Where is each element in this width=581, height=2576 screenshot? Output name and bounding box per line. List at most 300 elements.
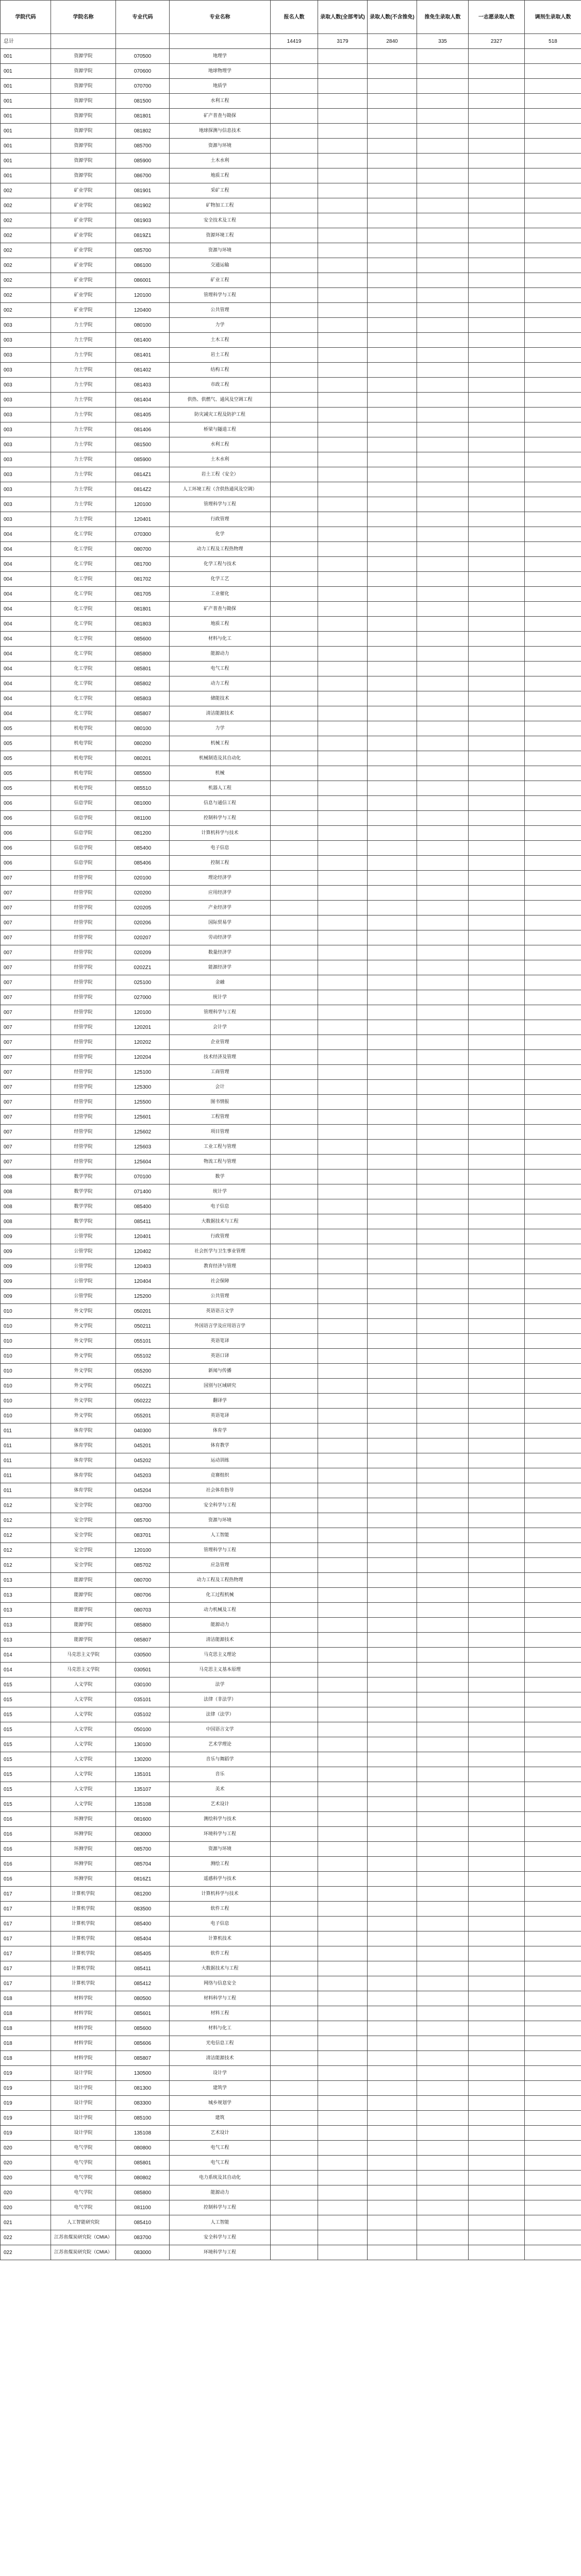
table-cell	[271, 168, 318, 183]
table-cell: 017	[1, 1961, 51, 1976]
table-cell: 资源学院	[51, 154, 116, 168]
table-cell: 外国语言学及应用语言学	[170, 1319, 271, 1334]
table-cell	[469, 527, 525, 542]
table-cell: 外文学院	[51, 1379, 116, 1394]
table-cell	[271, 632, 318, 647]
table-cell: 能源动力	[170, 2185, 271, 2200]
table-cell: 120204	[116, 1050, 170, 1065]
table-cell	[318, 1603, 368, 1618]
table-cell	[318, 1618, 368, 1633]
table-cell	[417, 228, 469, 243]
table-cell	[525, 1842, 581, 1857]
table-cell	[271, 1050, 318, 1065]
table-cell: 电气学院	[51, 2156, 116, 2171]
table-cell	[417, 1513, 469, 1528]
table-cell	[417, 2111, 469, 2126]
table-cell	[271, 363, 318, 378]
table-cell	[417, 2156, 469, 2171]
table-cell	[417, 1692, 469, 1707]
table-cell	[318, 1767, 368, 1782]
table-row	[1, 1558, 581, 1573]
table-cell	[368, 1618, 417, 1633]
table-cell: 外文学院	[51, 1364, 116, 1379]
table-cell	[417, 1797, 469, 1812]
table-cell: 017	[1, 1902, 51, 1917]
table-cell: 003	[1, 363, 51, 378]
table-cell: 055201	[116, 1409, 170, 1423]
table-cell	[368, 2066, 417, 2081]
table-cell	[525, 1722, 581, 1737]
table-cell	[417, 960, 469, 975]
table-cell	[368, 109, 417, 124]
table-cell: 英语语言文学	[170, 1304, 271, 1319]
table-cell	[417, 1722, 469, 1737]
table-cell	[368, 1125, 417, 1140]
table-cell: 计算机科学与技术	[170, 1887, 271, 1902]
table-cell	[271, 1125, 318, 1140]
table-cell: 产业经济学	[170, 901, 271, 916]
table-cell	[469, 751, 525, 766]
table-cell	[525, 1020, 581, 1035]
table-cell	[271, 139, 318, 154]
table-cell	[368, 1946, 417, 1961]
table-cell	[469, 1229, 525, 1244]
table-row	[1, 2230, 581, 2245]
table-cell: 力土学院	[51, 452, 116, 467]
table-cell	[469, 1902, 525, 1917]
table-cell: 资源学院	[51, 168, 116, 183]
table-cell: 085800	[116, 2185, 170, 2200]
table-cell	[368, 886, 417, 901]
table-cell: 050211	[116, 1319, 170, 1334]
table-cell	[271, 1110, 318, 1125]
table-cell	[469, 1737, 525, 1752]
table-cell	[417, 1812, 469, 1827]
table-cell	[525, 228, 581, 243]
table-cell	[318, 1125, 368, 1140]
table-cell	[417, 1887, 469, 1902]
table-cell	[318, 109, 368, 124]
table-cell	[318, 1184, 368, 1199]
table-cell: 计算机学院	[51, 1902, 116, 1917]
table-cell	[271, 2171, 318, 2185]
table-row	[1, 587, 581, 602]
table-cell	[271, 751, 318, 766]
table-cell	[469, 572, 525, 587]
table-cell	[318, 437, 368, 452]
table-cell	[318, 1663, 368, 1677]
table-row	[1, 258, 581, 273]
table-cell	[469, 1125, 525, 1140]
table-cell	[318, 1170, 368, 1184]
table-cell: 马克思主义学院	[51, 1648, 116, 1663]
table-cell	[417, 1170, 469, 1184]
table-row	[1, 1991, 581, 2006]
table-cell: 行政管理	[170, 1229, 271, 1244]
table-cell	[525, 691, 581, 706]
table-row	[1, 1842, 581, 1857]
table-cell	[525, 1110, 581, 1125]
table-cell	[417, 1961, 469, 1976]
table-cell: 电气学院	[51, 2141, 116, 2156]
table-cell: 计算机科学与技术	[170, 826, 271, 841]
table-cell: 项目管理	[170, 1125, 271, 1140]
table-cell: 002	[1, 213, 51, 228]
table-cell: 081300	[116, 2081, 170, 2096]
table-row	[1, 1199, 581, 1214]
table-cell	[525, 1663, 581, 1677]
table-cell	[417, 1902, 469, 1917]
table-cell	[417, 1155, 469, 1170]
table-row	[1, 1872, 581, 1887]
table-cell	[318, 1677, 368, 1692]
table-cell	[525, 1438, 581, 1453]
table-cell: 统计学	[170, 990, 271, 1005]
table-cell: 085700	[116, 243, 170, 258]
table-cell	[469, 168, 525, 183]
table-cell: 化工学院	[51, 557, 116, 572]
table-cell	[469, 288, 525, 303]
table-cell: 003	[1, 437, 51, 452]
table-cell: 070300	[116, 527, 170, 542]
table-cell	[318, 64, 368, 79]
table-row	[1, 2200, 581, 2215]
table-cell: 019	[1, 2096, 51, 2111]
table-cell: 007	[1, 1155, 51, 1170]
table-cell	[368, 273, 417, 288]
table-cell	[525, 1483, 581, 1498]
table-cell	[368, 1379, 417, 1394]
table-cell	[271, 886, 318, 901]
table-cell	[417, 1558, 469, 1573]
table-cell	[469, 826, 525, 841]
table-cell: 力土学院	[51, 512, 116, 527]
table-cell: 安全学院	[51, 1498, 116, 1513]
table-cell	[525, 497, 581, 512]
table-cell	[469, 1498, 525, 1513]
table-cell	[525, 736, 581, 751]
table-row	[1, 273, 581, 288]
table-cell	[318, 1214, 368, 1229]
table-cell	[318, 243, 368, 258]
table-cell	[318, 796, 368, 811]
table-cell: 马克思主义基本原理	[170, 1663, 271, 1677]
table-cell: 经管学院	[51, 916, 116, 930]
table-row	[1, 1229, 581, 1244]
table-cell	[417, 1633, 469, 1648]
table-cell: 004	[1, 557, 51, 572]
table-row	[1, 1274, 581, 1289]
table-row	[1, 527, 581, 542]
table-cell: 矿业工程	[170, 273, 271, 288]
table-cell: 001	[1, 79, 51, 94]
table-cell: 011	[1, 1438, 51, 1453]
table-cell	[525, 378, 581, 393]
table-cell: 081600	[116, 1812, 170, 1827]
table-cell	[417, 1677, 469, 1692]
table-cell	[318, 945, 368, 960]
table-cell	[417, 527, 469, 542]
table-cell	[271, 333, 318, 348]
table-cell: 网络与信息安全	[170, 1976, 271, 1991]
table-cell	[469, 154, 525, 168]
table-cell	[368, 1184, 417, 1199]
table-cell: 080200	[116, 736, 170, 751]
table-cell	[525, 781, 581, 796]
table-cell	[318, 497, 368, 512]
table-cell: 信息学院	[51, 841, 116, 856]
table-cell: 081803	[116, 617, 170, 632]
table-cell: 020207	[116, 930, 170, 945]
table-cell: 环测学院	[51, 1812, 116, 1827]
table-cell: 015	[1, 1782, 51, 1797]
table-cell: 经管学院	[51, 1035, 116, 1050]
table-cell	[368, 826, 417, 841]
table-cell	[469, 408, 525, 422]
table-cell: 012	[1, 1513, 51, 1528]
table-row	[1, 1423, 581, 1438]
table-row	[1, 363, 581, 378]
table-cell: 化工学院	[51, 691, 116, 706]
table-row	[1, 2021, 581, 2036]
table-cell: 021	[1, 2215, 51, 2230]
table-row	[1, 1976, 581, 1991]
table-cell	[318, 2215, 368, 2230]
table-cell: 经管学院	[51, 901, 116, 916]
table-cell	[318, 886, 368, 901]
table-cell: 岩土工程（安全）	[170, 467, 271, 482]
table-cell: 120401	[116, 512, 170, 527]
table-cell	[318, 1334, 368, 1349]
table-cell	[318, 94, 368, 109]
table-cell	[525, 1289, 581, 1304]
table-cell	[368, 1677, 417, 1692]
table-cell	[525, 1573, 581, 1588]
table-cell	[368, 811, 417, 826]
table-row	[1, 781, 581, 796]
total-cell	[51, 34, 116, 49]
table-cell	[469, 960, 525, 975]
table-cell: 071400	[116, 1184, 170, 1199]
table-cell: 085600	[116, 2021, 170, 2036]
table-row	[1, 632, 581, 647]
table-cell: 081100	[116, 811, 170, 826]
table-cell: 007	[1, 1005, 51, 1020]
table-cell: 002	[1, 183, 51, 198]
table-cell: 控制工程	[170, 856, 271, 871]
table-cell	[525, 393, 581, 408]
table-cell	[417, 886, 469, 901]
table-row	[1, 1513, 581, 1528]
table-cell	[469, 1618, 525, 1633]
table-cell	[271, 1080, 318, 1095]
table-cell: 计算机学院	[51, 1917, 116, 1931]
table-cell	[271, 527, 318, 542]
table-cell: 经管学院	[51, 1110, 116, 1125]
table-cell: 建筑学	[170, 2081, 271, 2096]
table-cell	[368, 363, 417, 378]
table-cell	[271, 1857, 318, 1872]
table-cell: 管理科学与工程	[170, 497, 271, 512]
table-cell	[469, 1095, 525, 1110]
table-cell	[271, 303, 318, 318]
table-cell: 经管学院	[51, 1155, 116, 1170]
table-cell: 机械	[170, 766, 271, 781]
table-cell: 地质工程	[170, 168, 271, 183]
table-cell	[417, 1468, 469, 1483]
table-cell: 004	[1, 527, 51, 542]
table-cell	[469, 676, 525, 691]
table-cell	[417, 1752, 469, 1767]
table-cell: 矿业学院	[51, 258, 116, 273]
table-row	[1, 557, 581, 572]
table-cell: 化工学院	[51, 542, 116, 557]
table-cell: 土木水利	[170, 154, 271, 168]
table-cell	[469, 1827, 525, 1842]
table-cell	[469, 2096, 525, 2111]
table-cell: 009	[1, 1229, 51, 1244]
table-cell	[318, 1423, 368, 1438]
table-cell	[318, 363, 368, 378]
table-row	[1, 1409, 581, 1423]
table-cell	[271, 1334, 318, 1349]
table-cell	[368, 1782, 417, 1797]
table-cell	[417, 826, 469, 841]
table-cell	[368, 2006, 417, 2021]
table-cell	[368, 2156, 417, 2171]
table-cell	[525, 1976, 581, 1991]
table-cell	[368, 198, 417, 213]
table-cell	[318, 572, 368, 587]
table-cell: 外文学院	[51, 1334, 116, 1349]
table-cell: 工业催化	[170, 587, 271, 602]
table-cell	[318, 1498, 368, 1513]
table-cell: 007	[1, 901, 51, 916]
table-cell	[318, 811, 368, 826]
table-row	[1, 1707, 581, 1722]
table-cell: 012	[1, 1528, 51, 1543]
table-cell: 化工学院	[51, 706, 116, 721]
table-cell	[271, 2111, 318, 2126]
table-row	[1, 1931, 581, 1946]
table-cell	[417, 871, 469, 886]
table-cell	[525, 1498, 581, 1513]
table-cell	[318, 1080, 368, 1095]
table-cell	[318, 1633, 368, 1648]
table-cell: 002	[1, 228, 51, 243]
table-cell	[318, 348, 368, 363]
table-cell	[318, 1917, 368, 1931]
table-cell	[469, 841, 525, 856]
table-cell	[318, 871, 368, 886]
table-cell	[525, 512, 581, 527]
table-cell	[271, 1722, 318, 1737]
table-cell: 001	[1, 154, 51, 168]
table-cell	[525, 1797, 581, 1812]
table-cell	[318, 1887, 368, 1902]
table-cell: 007	[1, 871, 51, 886]
table-cell	[318, 1707, 368, 1722]
table-cell	[368, 647, 417, 662]
table-cell	[525, 1827, 581, 1842]
table-cell: 国别与区域研究	[170, 1379, 271, 1394]
table-cell: 005	[1, 721, 51, 736]
table-cell	[417, 557, 469, 572]
table-cell: 体育学院	[51, 1468, 116, 1483]
table-cell: 数量经济学	[170, 945, 271, 960]
table-cell	[417, 1648, 469, 1663]
table-cell	[271, 916, 318, 930]
table-cell: 艺术学理论	[170, 1737, 271, 1752]
table-cell: 能源动力	[170, 647, 271, 662]
table-cell: 统计学	[170, 1184, 271, 1199]
table-cell: 经管学院	[51, 1125, 116, 1140]
total-row	[1, 34, 581, 49]
table-cell	[469, 79, 525, 94]
table-cell: 力土学院	[51, 482, 116, 497]
table-cell: 070600	[116, 64, 170, 79]
table-row	[1, 811, 581, 826]
table-row	[1, 647, 581, 662]
table-cell	[417, 1543, 469, 1558]
table-cell	[525, 1065, 581, 1080]
table-cell	[318, 1229, 368, 1244]
table-cell	[469, 721, 525, 736]
table-cell: 010	[1, 1334, 51, 1349]
total-cell: 3179	[318, 34, 368, 49]
table-header	[1, 1, 581, 34]
table-cell	[417, 766, 469, 781]
table-cell	[417, 676, 469, 691]
table-cell	[469, 975, 525, 990]
table-cell	[469, 1528, 525, 1543]
table-cell: 055102	[116, 1349, 170, 1364]
table-cell	[368, 1065, 417, 1080]
table-row	[1, 1110, 581, 1125]
table-cell: 004	[1, 617, 51, 632]
table-cell: 085700	[116, 1842, 170, 1857]
table-cell	[469, 1274, 525, 1289]
table-cell: 009	[1, 1259, 51, 1274]
table-cell	[318, 512, 368, 527]
table-cell	[271, 1797, 318, 1812]
table-cell: 016	[1, 1857, 51, 1872]
table-row	[1, 901, 581, 916]
table-cell: 采矿工程	[170, 183, 271, 198]
table-cell: 018	[1, 2021, 51, 2036]
table-row	[1, 482, 581, 497]
table-cell	[525, 1394, 581, 1409]
table-row	[1, 198, 581, 213]
table-cell	[318, 273, 368, 288]
table-cell	[318, 691, 368, 706]
table-cell: 045204	[116, 1483, 170, 1498]
table-cell	[271, 602, 318, 617]
table-row	[1, 1125, 581, 1140]
table-cell	[469, 1110, 525, 1125]
table-cell	[271, 691, 318, 706]
table-cell: 资源与环境	[170, 139, 271, 154]
table-cell	[271, 2126, 318, 2141]
table-cell	[368, 1737, 417, 1752]
table-cell	[368, 602, 417, 617]
table-cell: 085807	[116, 2051, 170, 2066]
table-cell: 测绘科学与技术	[170, 1812, 271, 1827]
table-cell	[525, 1155, 581, 1170]
table-cell	[368, 1423, 417, 1438]
table-row	[1, 1498, 581, 1513]
table-cell	[318, 632, 368, 647]
